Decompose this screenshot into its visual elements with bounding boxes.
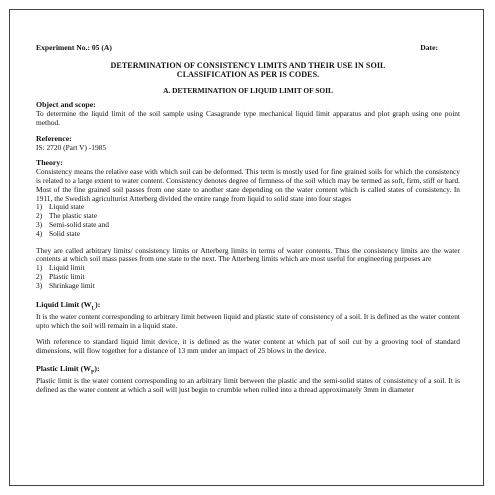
object-heading: Object and scope: <box>36 100 96 110</box>
experiment-number: Experiment No.: 05 (A) <box>36 43 112 52</box>
states-list <box>36 203 460 238</box>
limits-list <box>36 264 460 290</box>
reference-heading: Reference: <box>36 133 72 143</box>
liquid-limit-heading: Liquid Limit $(W_L)$: <box>36 299 101 312</box>
theory-paragraph-1: Consistency means the relative ease with which soil can be deformed. This term is mostly used for fine grained soils for which the consistency is related to a large extent to water content. Consistency denotes degree of firmness of the soil which may be termed as soft, firm, stiff or hard. Most of the fine grained soil passes from one state to another state depending on the water content which is called states of consistency. In 1911, the Swedish agriculturist Atterberg divided the entire range from liquid to solid state into four stages <box>36 167 460 203</box>
object-text: To determine the liquid limit of the soil sample using Casagrande type mechanical liquid limit apparatus and plot graph using one point method. <box>36 109 460 127</box>
header-row <box>36 44 460 53</box>
section-subtitle: A. DETERMINATION OF LIQUID LIMIT OF SOIL <box>163 85 333 95</box>
date-label: Date: <box>420 43 438 52</box>
list-item: 2) Plastic limit <box>36 271 85 281</box>
list-item: 1) Liquid limit <box>36 263 85 273</box>
list-item: 2) The plastic state <box>36 211 98 221</box>
list-item: 3) Semi-solid state and <box>36 219 109 229</box>
document-title <box>36 61 460 80</box>
list-item: 4) Solid state <box>36 228 80 238</box>
title-line-1: DETERMINATION OF CONSISTENCY LIMITS AND THEIR USE IN SOIL <box>110 60 386 70</box>
reference-text: IS: 2720 (Part V) -1985 <box>36 142 107 152</box>
list-item: 1) Liquid state <box>36 202 85 212</box>
document-page <box>36 44 460 395</box>
list-item: 3) Shrinkage limit <box>36 280 95 290</box>
plastic-limit-paragraph-1: Plastic limit is the water content corresponding to an arbitrary limit between the plastic and the semi-solid states of consistency of a soil. It is defined as the water content at which a soil will just begin to crumble when rolled into a thread approximately 3mm in diameter <box>36 376 460 395</box>
theory-heading: Theory: <box>36 158 63 168</box>
title-line-2: CLASSIFICATION AS PER IS CODES. <box>176 70 320 80</box>
plastic-limit-heading: Plastic Limit $(W_P)$: <box>36 364 100 376</box>
theory-paragraph-2: They are called arbitrary limits/ consistency limits or Atterberg limits in terms of water contents. Thus the consistency limits are the water contents at which soil mass passes from one state to the next. The Atterberg limits which are most useful for engineering purposes are <box>36 245 460 264</box>
liquid-limit-paragraph-1: It is the water content corresponding to arbitrary limit between liquid and plastic state of consistency of a soil. It is defined as the water content upto which the soil will remain in a liquid state. <box>36 311 460 330</box>
liquid-limit-paragraph-2: With reference to standard liquid limit device, it is defined as the water content at which pat of soil cut by a grooving tool of standard dimensions, will flow together for a distance of 13 mm under an impact of 25 blows in the device. <box>36 337 460 356</box>
